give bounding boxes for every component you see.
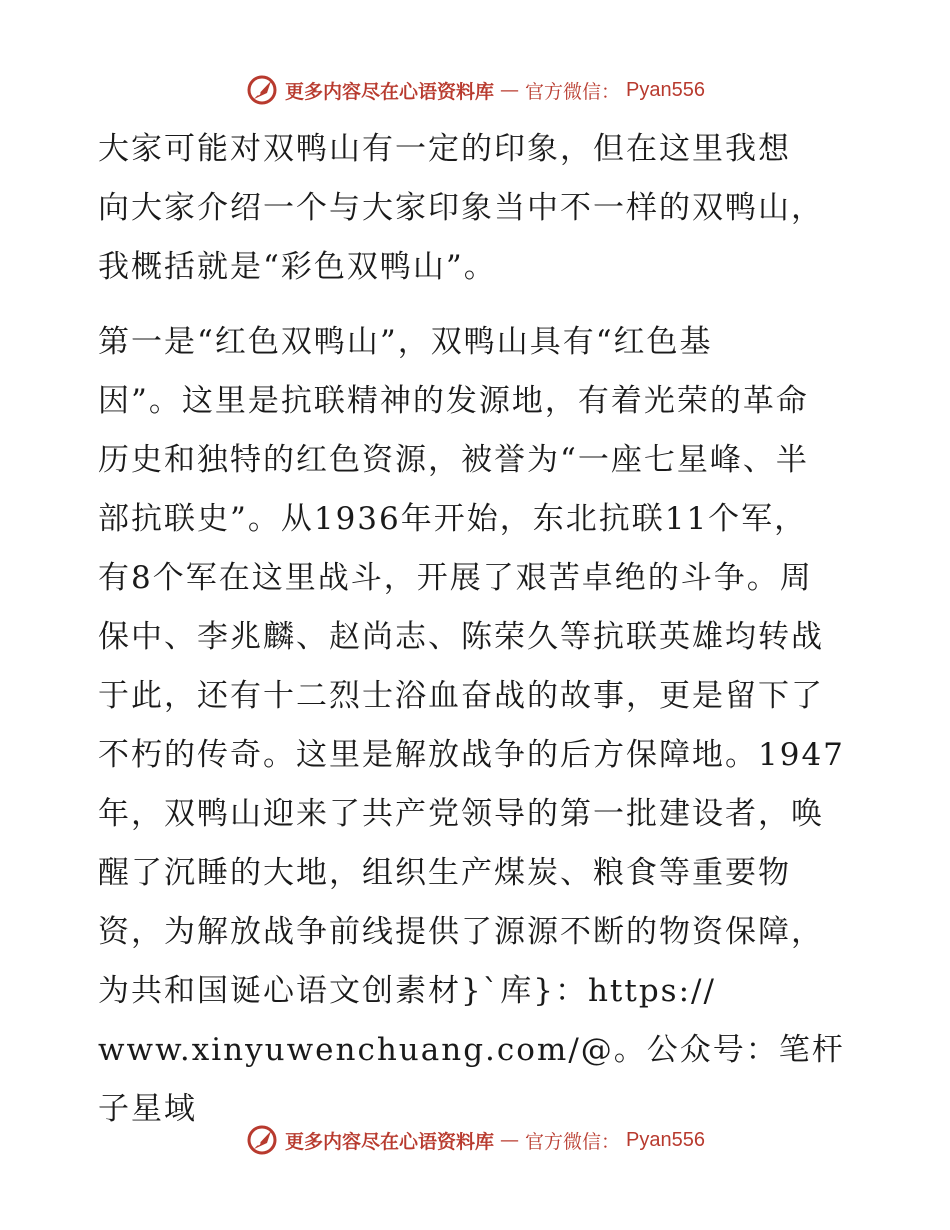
header-brand: 更多内容尽在心语资料库: [285, 80, 495, 103]
footer-brand: 更多内容尽在心语资料库: [285, 1130, 495, 1153]
document-body: [98, 120, 858, 1139]
paragraph-red-shuangyashan: 第一是“红色双鸭山”，双鸭山具有“红色基 因”。这里是抗联精神的发源地，有着光荣的革命 历史和独特的红色资源，被誉为“一座七星峰、半 部抗联史”。从1936年开始，东北抗联11个军， 有8个军在这里战斗，开展了艰苦卓绝的斗争。周 保中、李兆麟、赵尚志、陈荣久等抗联英雄均转战 于此，还有十二烈士浴血奋战的故事，更是留下了 不朽的传奇。这里是解放战争的后方保障地。1947 年，双鸭山迎来了共产党领导的第一批建设者，唤 醒了沉睡的大地，组织生产煤炭、粮食等重要物 资，为解放战争前线提供了源源不断的物资保障， 为共和国诞心语文创素材}`库}：https:// www.xinyuwenchuang.com/@。公众号：笔杆子星域: [98, 324, 845, 1127]
header-watermark: [0, 70, 950, 110]
header-separator: —: [500, 79, 520, 101]
footer-separator: —: [500, 1129, 520, 1151]
paragraph-intro: 大家可能对双鸭山有一定的印象，但在这里我想 向大家介绍一个与大家印象当中不一样的双鸭山， 我概括就是“彩色双鸭山”。: [98, 131, 824, 285]
footer-wechat-label: 官方微信：: [525, 1130, 621, 1153]
header-wechat-label: 官方微信：: [525, 80, 621, 103]
footer-wechat-handle: Pyan556: [626, 1128, 705, 1151]
footer-watermark: [0, 1120, 950, 1160]
quill-circle-icon: [245, 73, 279, 107]
header-wechat-handle: Pyan556: [626, 78, 705, 101]
quill-circle-icon: [245, 1123, 279, 1157]
